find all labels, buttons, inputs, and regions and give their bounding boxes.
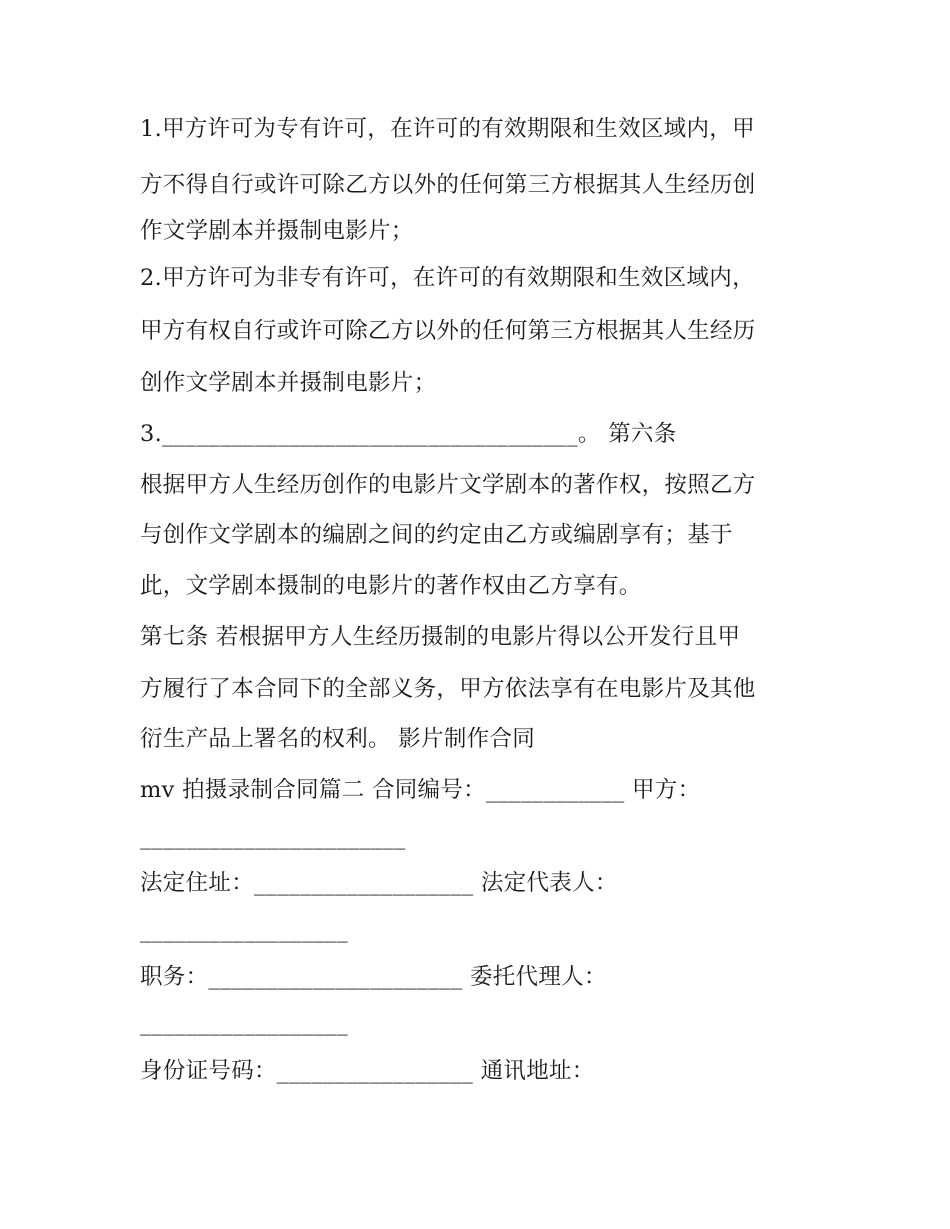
text-line: __________________: [140, 917, 348, 943]
text-line: 第七条 若根据甲方人生经历摄制的电影片得以公开发行且甲: [140, 624, 741, 650]
text-line: _______________________: [140, 824, 406, 850]
text-line: mv 拍摄录制合同篇二 合同编号：____________ 甲方：: [140, 777, 701, 803]
text-line: 作文学剧本并摄制电影片；: [140, 218, 414, 244]
text-line: 2.甲方许可为非专有许可，在许可的有效期限和生效区域内，: [140, 265, 755, 291]
text-line: 职务：______________________ 委托代理人：: [140, 964, 607, 990]
text-line: 身份证号码：_________________ 通讯地址：: [140, 1058, 595, 1084]
text-line: 方不得自行或许可除乙方以外的任何第三方根据其人生经历创: [140, 172, 756, 198]
text-line: 根据甲方人生经历创作的电影片文学剧本的著作权，按照乙方: [140, 472, 756, 498]
text-line: 方履行了本合同下的全部义务，甲方依法享有在电影片及其他: [140, 676, 756, 702]
text-line: 法定住址：___________________ 法定代表人：: [140, 870, 618, 896]
text-line: 此，文学剧本摄制的电影片的著作权由乙方享有。: [140, 573, 642, 599]
text-line: 与创作文学剧本的编剧之间的约定由乙方或编剧享有；基于: [140, 522, 733, 548]
text-line: 3.____________________________________。 第六条: [140, 421, 677, 447]
text-line: 创作文学剧本并摄制电影片；: [140, 370, 437, 396]
text-line: __________________: [140, 1010, 348, 1036]
text-line: 1.甲方许可为专有许可，在许可的有效期限和生效区域内，甲: [140, 116, 755, 142]
text-line: 衍生产品上署名的权利。 影片制作合同: [140, 726, 536, 752]
text-line: 甲方有权自行或许可除乙方以外的任何第三方根据其人生经历: [140, 318, 756, 344]
